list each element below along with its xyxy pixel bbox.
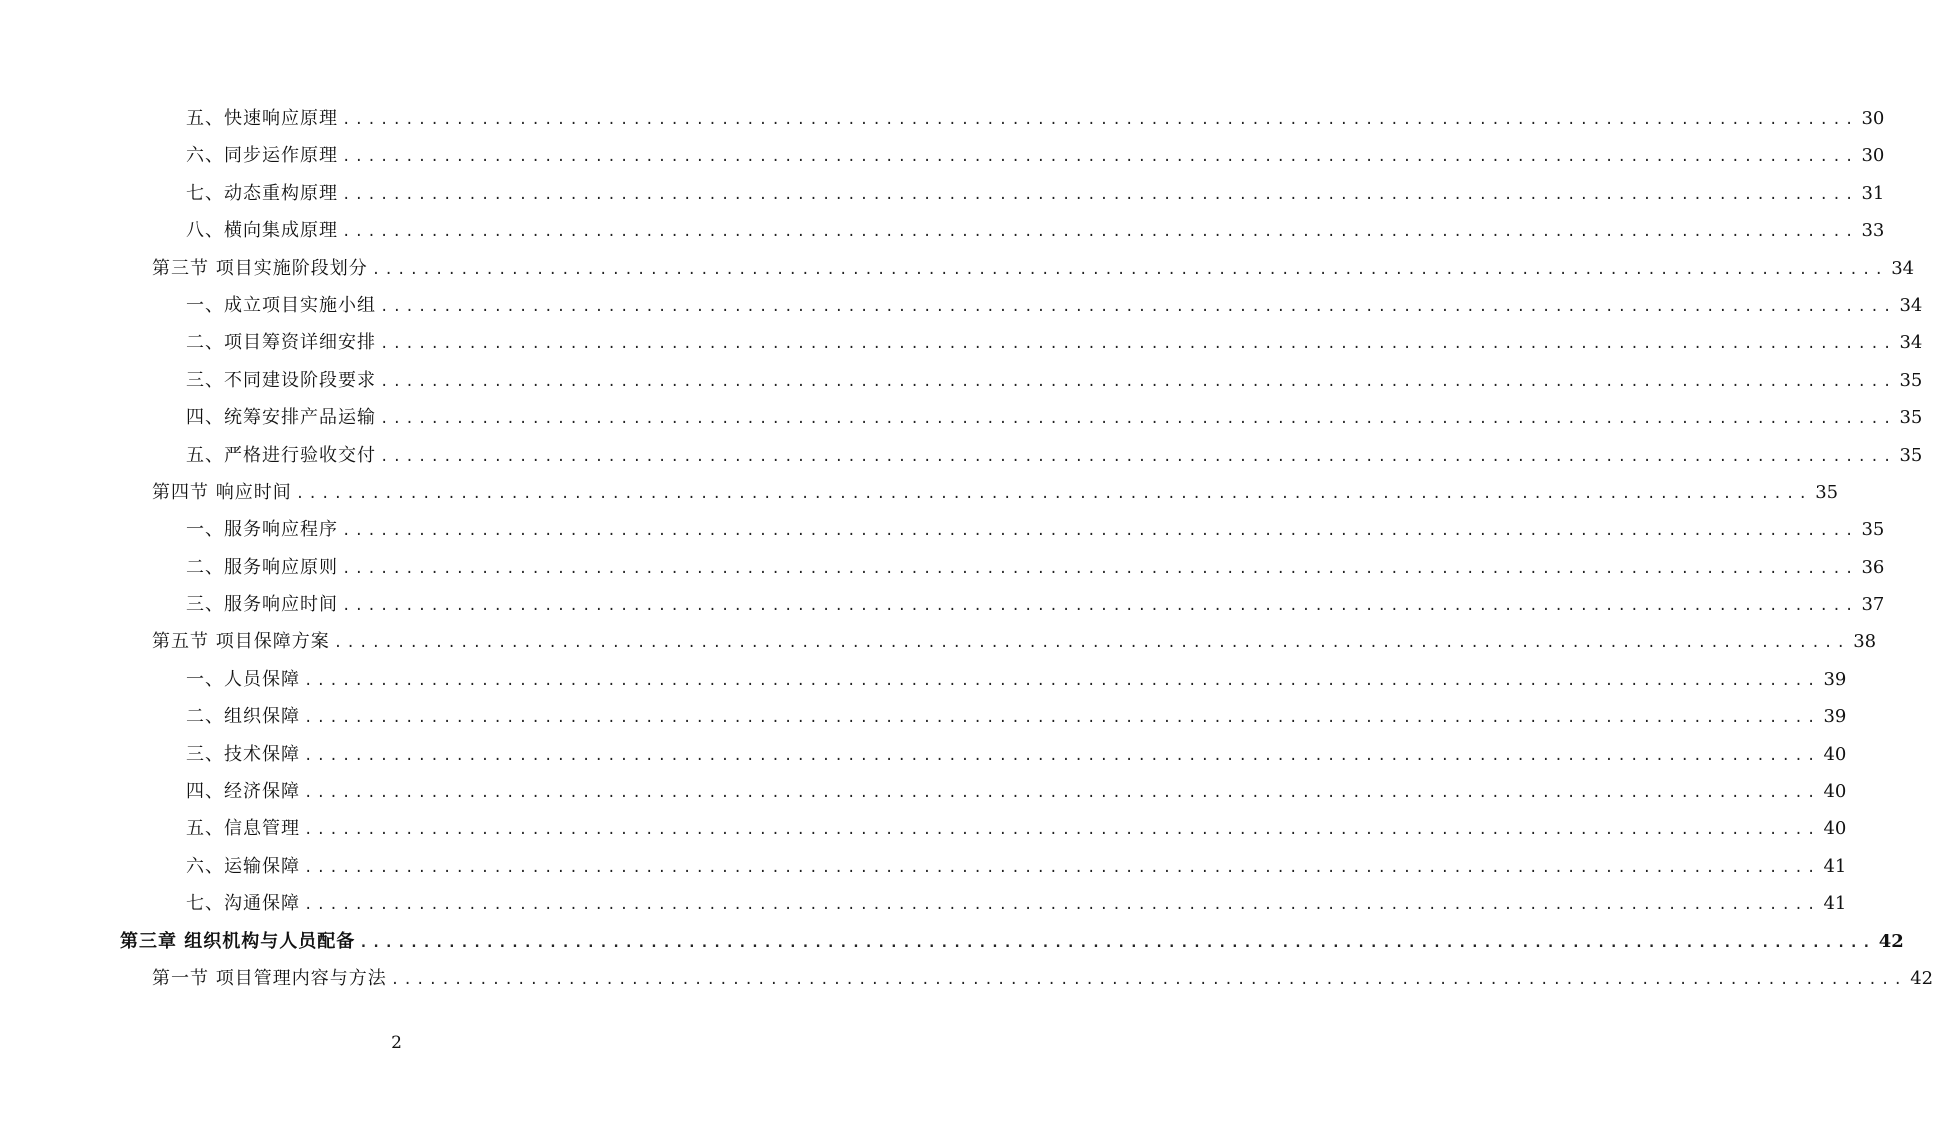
toc-entry-page-number: 42 [1910,967,1933,989]
dot-leader: ........................................................................................................................ [342,112,1858,128]
toc-entry-page-number: 39 [1823,668,1847,690]
toc-section-entry[interactable] [0,960,1933,997]
dot-leader: ........................................................................................................................ [380,373,1896,390]
dot-leader: ........................................................................................................................ [295,485,1812,502]
dot-leader: ........................................................................................................................ [342,224,1858,241]
toc-subsection-entry[interactable] [0,661,1847,698]
dot-leader: ........................................................................................................................ [304,859,1820,876]
toc-entry-page-number: 40 [1823,743,1847,765]
toc-entry-title: 六、同步运作原理 [186,145,338,167]
dot-leader: ........................................................................................................................ [304,710,1820,727]
toc-section-entry[interactable] [0,474,1839,511]
toc-entry-page-number: 34 [1891,257,1915,279]
toc-entry-line [152,481,1839,505]
toc-entry-title: 七、沟通保障 [186,893,300,915]
toc-entry-line [186,144,1885,168]
toc-entry-line [186,444,1923,468]
toc-entry-title: 一、服务响应程序 [186,519,338,541]
toc-entry-title: 第三章 组织机构与人员配备 [120,930,356,952]
toc-subsection-entry[interactable] [0,175,1885,212]
toc-entry-page-number: 42 [1878,930,1904,952]
toc-entry-page-number: 33 [1861,220,1885,242]
toc-entry-page-number: 39 [1823,706,1847,728]
toc-entry-line [186,219,1885,243]
toc-entry-title: 五、信息管理 [186,818,300,840]
toc-entry-page-number: 35 [1899,369,1923,391]
toc-entry-page-number: 36 [1861,556,1885,578]
toc-entry-title: 一、成立项目实施小组 [186,294,376,316]
toc-entry-page-number: 30 [1861,145,1885,167]
toc-subsection-entry[interactable] [0,399,1923,436]
dot-leader: ........................................................................................................................ [342,523,1858,540]
toc-entry-line [152,967,1933,991]
toc-entry-title: 一、人员保障 [186,668,300,690]
toc-subsection-entry[interactable] [0,848,1847,885]
toc-entry-title: 第三节 项目实施阶段划分 [152,257,368,279]
toc-entry-line [186,406,1923,430]
toc-entry-title: 三、服务响应时间 [186,594,338,616]
toc-entry-page-number: 40 [1823,781,1847,803]
toc-entry-page-number: 40 [1823,818,1847,840]
toc-subsection-entry[interactable] [0,287,1923,324]
toc-subsection-entry[interactable] [0,736,1847,773]
dot-leader: ........................................................................................................................ [304,785,1820,802]
toc-subsection-entry[interactable] [0,586,1885,623]
toc-entry-title: 第四节 响应时间 [152,481,292,503]
toc-entry-title: 三、不同建设阶段要求 [186,369,376,391]
dot-leader: ........................................................................................................................ [304,747,1820,764]
toc-entry-title: 二、服务响应原则 [186,556,338,578]
dot-leader: ........................................................................................................................ [359,934,1875,951]
dot-leader: ........................................................................................................................ [304,672,1820,689]
toc-subsection-entry[interactable] [0,437,1923,474]
toc-entry-page-number: 35 [1899,444,1923,466]
toc-entry-line [186,182,1885,206]
dot-leader: ........................................................................................................................ [342,186,1858,203]
toc-subsection-entry[interactable] [0,137,1885,174]
dot-leader: ........................................................................................................................ [333,635,1850,652]
dot-leader: ........................................................................................................................ [390,971,1907,988]
toc-section-entry[interactable] [0,250,1915,287]
toc-entry-line [186,743,1847,767]
toc-entry-line [186,780,1847,804]
dot-leader: ........................................................................................................................ [380,448,1896,465]
toc-subsection-entry[interactable] [0,810,1847,847]
dot-leader: ........................................................................................................................ [380,411,1896,428]
toc-entry-line [186,668,1847,692]
dot-leader: ........................................................................................................................ [371,261,1888,278]
toc-subsection-entry[interactable] [0,773,1847,810]
toc-entry-line [186,593,1885,617]
toc-entry-line [186,107,1885,131]
toc-entry-line [186,855,1847,879]
toc-entry-title: 三、技术保障 [186,743,300,765]
toc-entry-line [120,930,1904,954]
toc-entry-title: 四、统筹安排产品运输 [186,407,376,429]
toc-entry-page-number: 31 [1861,182,1885,204]
toc-entry-title: 四、经济保障 [186,781,300,803]
toc-entry-page-number: 37 [1861,594,1885,616]
toc-entry-title: 第五节 项目保障方案 [152,631,330,653]
dot-leader: ........................................................................................................................ [380,298,1896,315]
toc-subsection-entry[interactable] [0,698,1847,735]
dot-leader: ........................................................................................................................ [342,149,1858,166]
toc-entry-page-number: 38 [1853,631,1877,653]
toc-entry-page-number: 30 [1861,108,1885,129]
toc-entry-line [186,705,1847,729]
toc-entry-title: 五、严格进行验收交付 [186,444,376,466]
dot-leader: ........................................................................................................................ [380,336,1896,353]
toc-entry-line [152,257,1915,281]
toc-entry-line [186,369,1923,393]
toc-entry-line [186,556,1885,580]
toc-chapter-entry[interactable] [0,923,1904,960]
toc-entry-line [152,630,1877,654]
toc-subsection-entry[interactable] [0,324,1923,361]
toc-entry-page-number: 35 [1899,407,1923,429]
toc-subsection-entry[interactable] [0,362,1923,399]
toc-subsection-entry[interactable] [0,511,1885,548]
toc-entry-title: 五、快速响应原理 [186,108,338,129]
toc-entry-line [186,817,1847,841]
toc-section-entry[interactable] [0,623,1877,660]
toc-subsection-entry[interactable] [0,212,1885,249]
toc-entry-page-number: 41 [1823,893,1847,915]
toc-entry-title: 六、运输保障 [186,855,300,877]
dot-leader: ........................................................................................................................ [342,598,1858,615]
toc-entry-title: 二、项目筹资详细安排 [186,332,376,354]
toc-entry-page-number: 35 [1861,519,1885,541]
toc-entry-page-number: 34 [1899,332,1923,354]
page-number: 2 [391,1033,402,1053]
toc-entry-title: 八、横向集成原理 [186,220,338,242]
toc-subsection-entry[interactable] [0,100,1885,137]
toc-entry-title: 七、动态重构原理 [186,182,338,204]
toc-entry-page-number: 34 [1899,294,1923,316]
table-of-contents [0,100,1933,997]
toc-entry-title: 第一节 项目管理内容与方法 [152,967,387,989]
toc-entry-page-number: 35 [1815,481,1839,503]
toc-subsection-entry[interactable] [0,885,1847,922]
toc-entry-line [186,331,1923,355]
dot-leader: ........................................................................................................................ [304,897,1820,914]
toc-entry-line [186,518,1885,542]
toc-entry-page-number: 41 [1823,855,1847,877]
toc-entry-line [186,294,1923,318]
dot-leader: ........................................................................................................................ [304,822,1820,839]
toc-subsection-entry[interactable] [0,549,1885,586]
toc-entry-title: 二、组织保障 [186,706,300,728]
dot-leader: ........................................................................................................................ [342,560,1858,577]
toc-entry-line [186,892,1847,916]
